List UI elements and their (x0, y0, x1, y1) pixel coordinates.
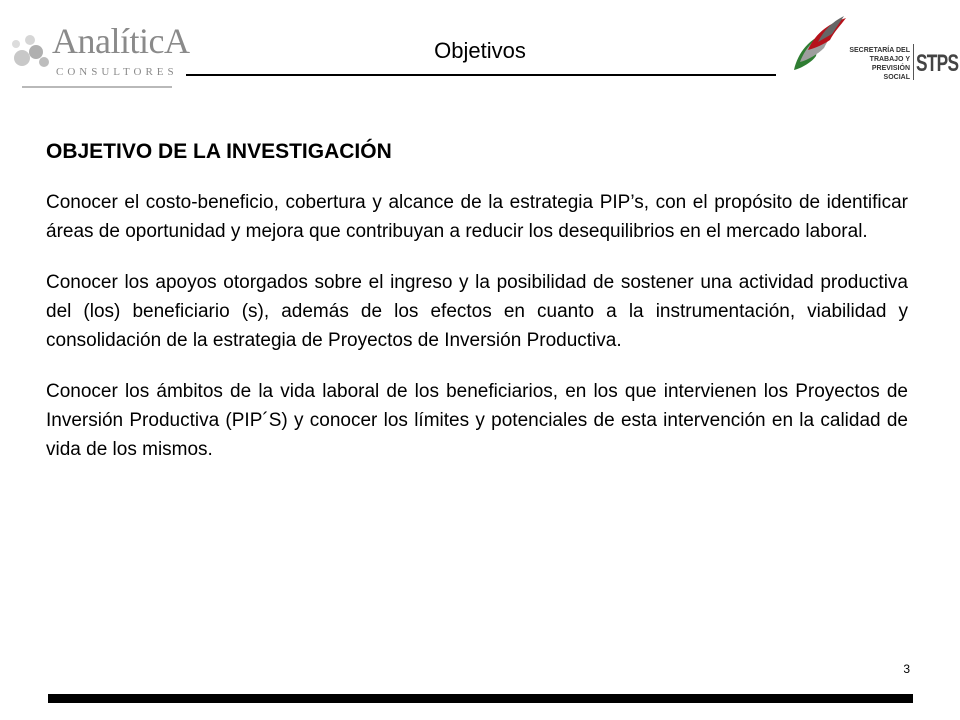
ministry-name: SECRETARÍA DEL TRABAJO Y PREVISIÓN SOCIAL (849, 47, 910, 81)
header-divider (186, 74, 776, 76)
objective-paragraph-2: Conocer los apoyos otorgados sobre el ingreso y la posibilidad de sostener una actividad productiva del (los) beneficiario (s), además de los efectos en cuanto a la instrumentación, viabilidad y consolidación de la estrategia de Proyectos de Inversión Productiva. (46, 272, 908, 351)
stps-logo (788, 12, 959, 81)
stps-acronym: STPS (916, 50, 959, 77)
logo-divider (913, 44, 914, 80)
footer-bar (48, 694, 913, 703)
page-title: Objetivos (434, 38, 526, 63)
analitica-logo (10, 14, 190, 78)
brand-underline (22, 86, 172, 88)
brand-name: AnalíticA (52, 21, 190, 61)
page-number: 3 (903, 662, 910, 676)
objective-paragraph-1: Conocer el costo-beneficio, cobertura y alcance de la estrategia PIP’s, con el propósito de identificar áreas de oportunidad y mejora que contribuyan a reducir los desequilibrios en el mercado laboral. (46, 192, 908, 242)
slide-content (46, 140, 908, 486)
eagle-emblem-icon (788, 12, 848, 76)
brand-subtitle: CONSULTORES (56, 66, 178, 78)
section-heading: OBJETIVO DE LA INVESTIGACIÓN (46, 140, 392, 163)
bubbles-icon (10, 28, 54, 72)
objective-paragraph-3: Conocer los ámbitos de la vida laboral de los beneficiarios, en los que intervienen los Proyectos de Inversión Productiva (PIP´S) y conocer los límites y potenciales de esta intervención en la calidad de vida de los mismos. (46, 381, 908, 460)
